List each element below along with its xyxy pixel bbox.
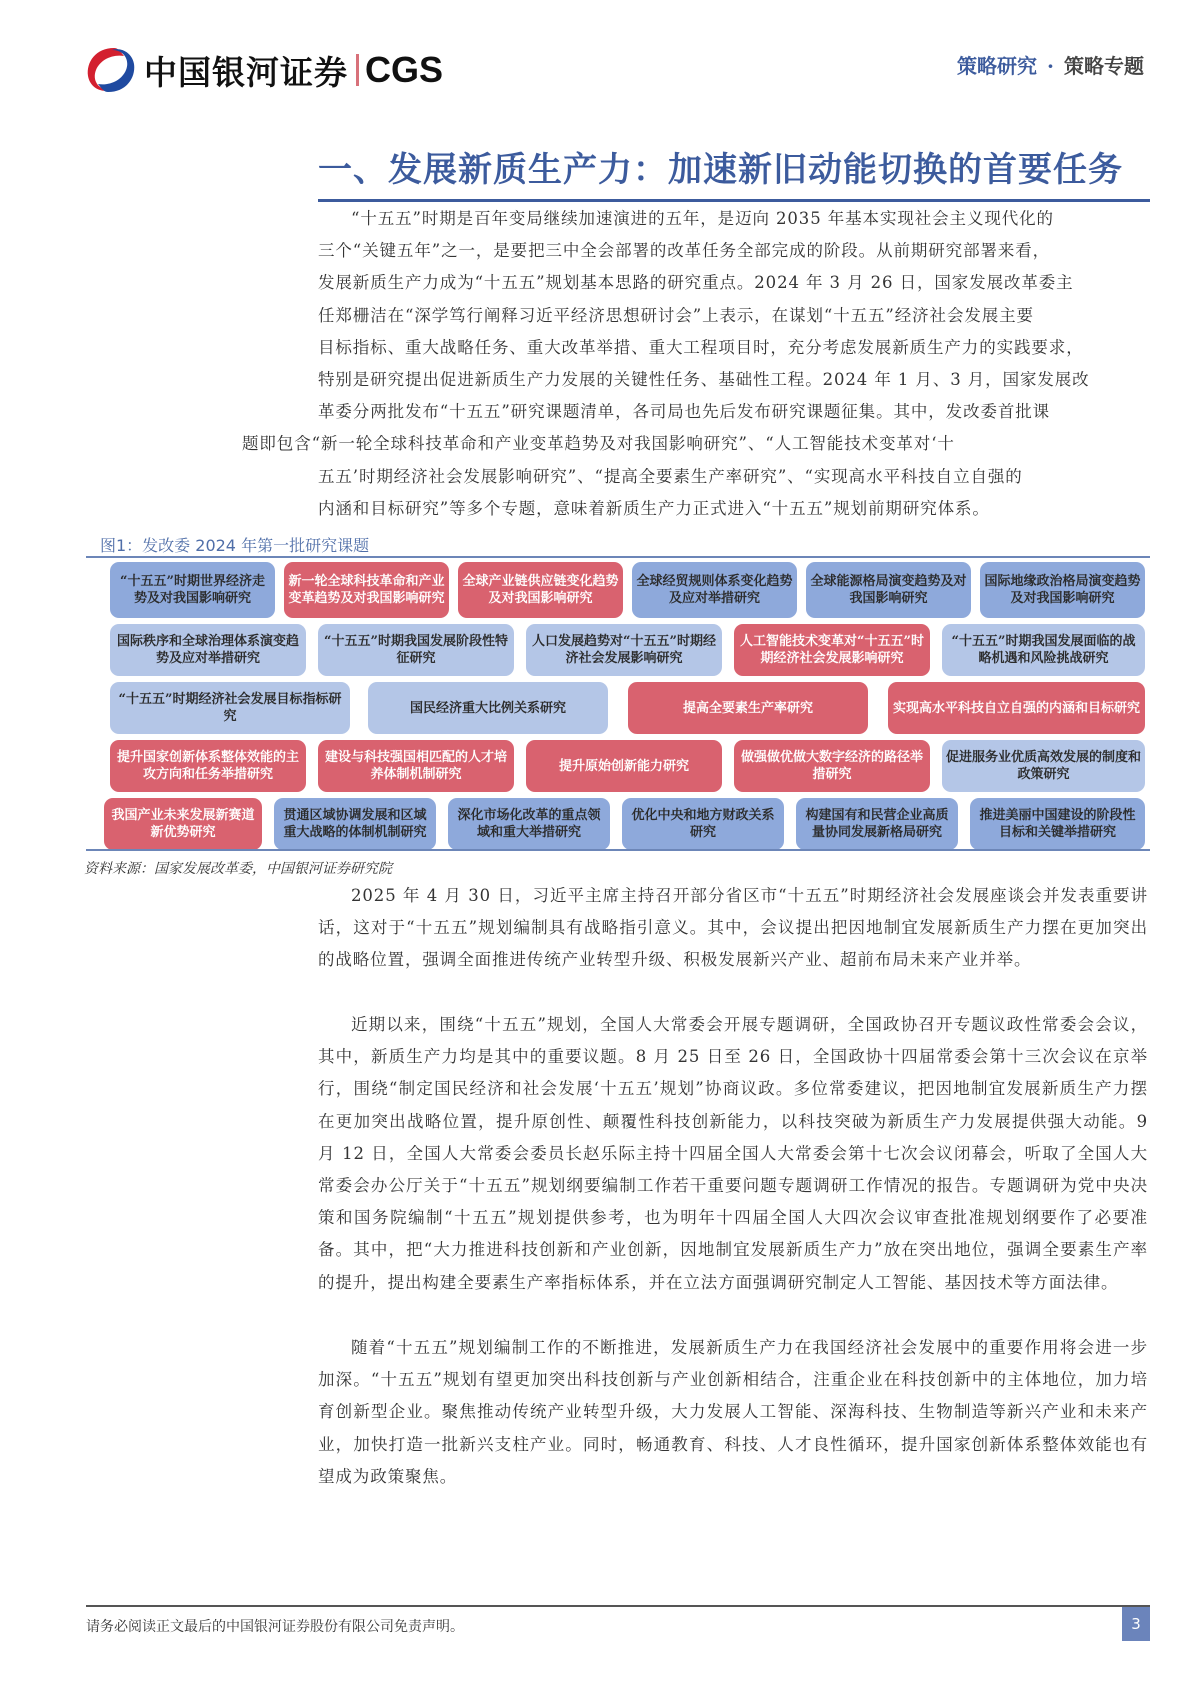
category-label: 策略研究 — [957, 54, 1038, 78]
paragraph-line: 内涵和目标研究”等多个专题，意味着新质生产力正式进入“十五五”规划前期研究体系。 — [318, 498, 990, 518]
paragraph-line: 革委分两批发布“十五五”研究课题清单，各司局也先后发布研究课题征集。其中，发改委首批课 — [318, 402, 1051, 422]
logo-text: 中国银河证券 — [144, 52, 348, 92]
topic-box: 优化中央和地方财政关系研究 — [622, 798, 784, 850]
paragraph-line: 任郑栅洁在“深学笃行阐释习近平经济思想研讨会”上表示，在谋划“十五五”经济社会发展主要 — [318, 305, 1034, 325]
paragraph-line: 题即包含“新一轮全球科技革命和产业变革趋势及对我国影响研究”、“人工智能技术变革对‘十 — [242, 434, 955, 454]
topic-box: “十五五”时期经济社会发展目标指标研究 — [110, 682, 350, 734]
logo-en: CGS — [365, 49, 444, 90]
figure-title: 图1：发改委 2024 年第一批研究课题 — [100, 536, 370, 555]
paragraph-4: 随着“十五五”规划编制工作的不断推进，发展新质生产力在我国经济社会发展中的重要作用将会进一步加深。“十五五”规划有望更加突出科技创新与产业创新相结合，注重企业在科技创新中的主体地位，加力培育创新型企业。聚焦推动传统产业转型升级，大力发展人工智能、深海科技、生物制造等新兴产业和未来产业，加快打造一批新兴支柱产业。同时，畅通教育、科技、人才良性循环，提升国家创新体系整体效能也有望成为政策聚焦。 — [318, 1338, 1148, 1486]
figure-bottom-rule — [86, 849, 1150, 851]
topic-box: 全球经贸规则体系变化趋势及应对举措研究 — [632, 562, 797, 618]
topic-box: 国际秩序和全球治理体系演变趋势及应对举措研究 — [110, 624, 306, 676]
title-divider — [318, 199, 1150, 202]
paragraph-1 — [242, 203, 1148, 525]
topic-box: “十五五”时期世界经济走势及对我国影响研究 — [110, 562, 275, 618]
paragraph-line: “十五五”时期是百年变局继续加速演进的五年，是迈向 2035 年基本实现社会主义现代化的 — [351, 209, 1054, 228]
paragraph-line: 三个“关键五年”之一，是要把三中全会部署的改革任务全部完成的阶段。从前期研究部署来看， — [318, 241, 1051, 261]
topic-box: 新一轮全球科技革命和产业变革趋势及对我国影响研究 — [284, 562, 449, 618]
topic-box: 深化市场化改革的重点领域和重大举措研究 — [448, 798, 610, 850]
topic-box: 全球产业链供应链变化趋势及对我国影响研究 — [458, 562, 623, 618]
paragraph-line: 五五’时期经济社会发展影响研究”、“提高全要素生产率研究”、“实现高水平科技自立自强的 — [318, 466, 1023, 486]
topic-box: 提升原始创新能力研究 — [526, 740, 722, 792]
page-header — [0, 0, 1200, 120]
topic-box: 人工智能技术变革对“十五五”时期经济社会发展影响研究 — [734, 624, 930, 676]
paragraph-3: 近期以来，围绕“十五五”规划，全国人大常委会开展专题调研，全国政协召开专题议政性常委会会议，其中，新质生产力均是其中的重要议题。8 月 25 日至 26 日，全国政协十四届常委会第十三次会议在京举行，围绕“制定国民经济和社会发展‘十五五’规划”协商议政。多位常委建议，把因地制宜发展新质生产力摆在更加突出战略位置，提升原创性、颠覆性科技创新能力，以科技突破为新质生产力发展提供强大动能。9 月 12 日，全国人大常委会委员长赵乐际主持十四届全国人大常委会第十七次会议闭幕会，听取了全国人大常委会办公厅关于“十五五”规划纲要编制工作若干重要问题专题调研工作情况的报告。专题调研为党中央决策和国务院编制“十五五”规划提供参考，也为明年十四届全国人大四次会议审查批准规划纲要作了必要准备。其中，把“大力推进科技创新和产业创新，因地制宜发展新质生产力”放在突出地位，强调全要素生产率的提升，提出构建全要素生产率指标体系，并在立法方面强调研究制定人工智能、基因技术等方面法律。 — [318, 1015, 1148, 1292]
paragraph-line: 发展新质生产力成为“十五五”规划基本思路的研究重点。2024 年 3 月 26 日，国家发展改革委主 — [318, 273, 1074, 293]
galaxy-logo-icon — [84, 46, 136, 94]
topic-box: 全球能源格局演变趋势及对我国影响研究 — [806, 562, 971, 618]
section-title: 一、发展新质生产力：加速新旧动能切换的首要任务 — [318, 150, 1123, 190]
subcategory-label: 策略专题 — [1064, 54, 1144, 78]
footer-disclaimer: 请务必阅读正文最后的中国银河证券股份有限公司免责声明。 — [86, 1619, 464, 1635]
topic-box: 实现高水平科技自立自强的内涵和目标研究 — [888, 682, 1145, 734]
paragraph-2: 2025 年 4 月 30 日，习近平主席主持召开部分省区市“十五五”时期经济社会发展座谈会并发表重要讲话，这对于“十五五”规划编制具有战略指引意义。其中，会议提出把因地制宜发展新质生产力摆在更加突出的战略位置，强调全面推进传统产业转型升级、积极发展新兴产业、超前布局未来产业并举。 — [318, 886, 1148, 970]
topic-box: 国际地缘政治格局演变趋势及对我国影响研究 — [980, 562, 1145, 618]
company-logo — [84, 46, 443, 94]
topic-box: “十五五”时期我国发展阶段性特征研究 — [318, 624, 514, 676]
topic-box: 国民经济重大比例关系研究 — [368, 682, 608, 734]
paragraph-line: 目标指标、重大战略任务、重大改革举措、重大工程项目时，充分考虑发展新质生产力的实践要求， — [318, 337, 1084, 357]
paragraph-line: 特别是研究提出促进新质生产力发展的关键性任务、基础性工程。2024 年 1 月、3 月，国家发展改 — [318, 370, 1090, 390]
topic-box: 提升国家创新体系整体效能的主攻方向和任务举措研究 — [110, 740, 306, 792]
logo-divider — [356, 54, 359, 86]
category-separator: · — [1047, 54, 1054, 78]
page-number: 3 — [1122, 1607, 1150, 1641]
topic-box: 构建国有和民营企业高质量协同发展新格局研究 — [796, 798, 958, 850]
topic-box: 人口发展趋势对“十五五”时期经济社会发展影响研究 — [526, 624, 722, 676]
figure-top-rule — [86, 556, 1150, 558]
figure-source: 资料来源：国家发展改革委，中国银河证券研究院 — [84, 861, 392, 877]
topic-box: 我国产业未来发展新赛道新优势研究 — [104, 798, 262, 850]
topic-box: 建设与科技强国相匹配的人才培养体制机制研究 — [318, 740, 514, 792]
topic-box: 促进服务业优质高效发展的制度和政策研究 — [942, 740, 1145, 792]
report-category — [957, 50, 1144, 79]
topic-box: 做强做优做大数字经济的路径举措研究 — [734, 740, 930, 792]
footer-divider — [86, 1605, 1150, 1607]
topic-box: 推进美丽中国建设的阶段性目标和关键举措研究 — [970, 798, 1145, 850]
topic-box: “十五五”时期我国发展面临的战略机遇和风险挑战研究 — [942, 624, 1145, 676]
topic-box: 提高全要素生产率研究 — [628, 682, 868, 734]
topic-box: 贯通区域协调发展和区域重大战略的体制机制研究 — [274, 798, 436, 850]
